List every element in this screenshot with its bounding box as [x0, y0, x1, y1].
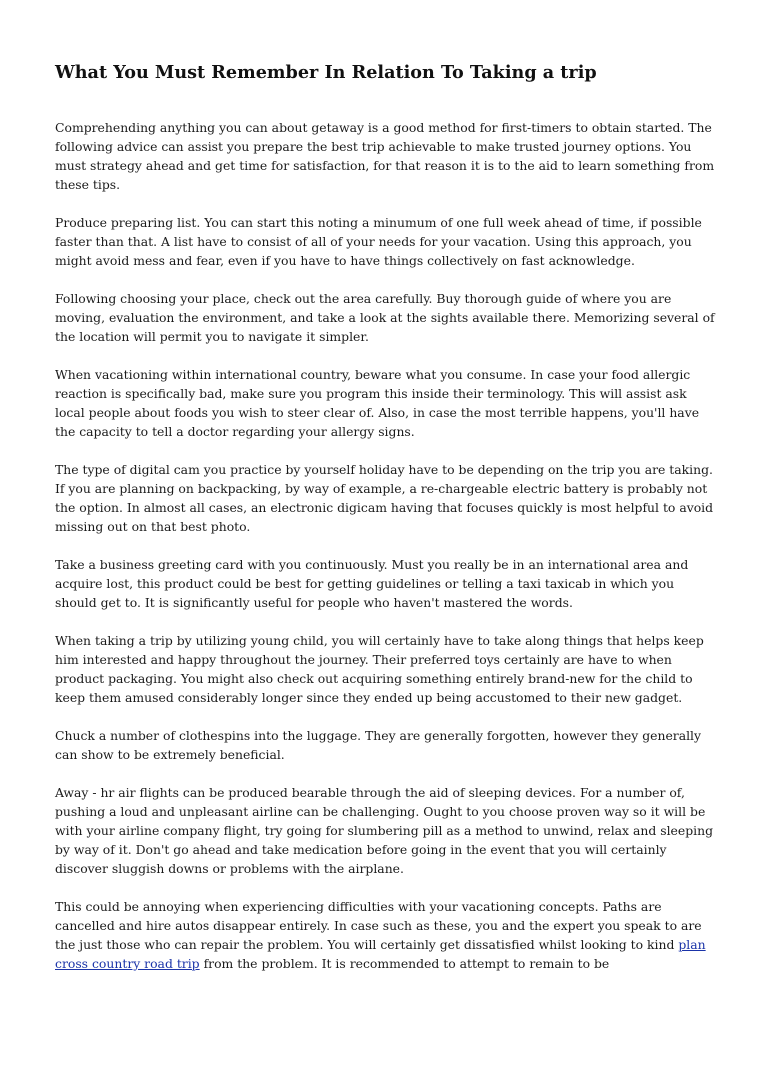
document-title: What You Must Remember In Relation To Taking a trip [55, 62, 597, 83]
road-trip-link[interactable]: plan cross country road trip [55, 937, 706, 971]
paragraph-9: Away - hr air flights can be produced bearable through the aid of sleeping devices. For a number of, pushing a loud and unpleasant airline can be challenging. Ought to you choose proven way so it will be with your airline company flight, try going for slumbering pill as a method to unwind, relax and sleeping by way of it. Don't go ahead and take medication before going in the event that you will certainly discover sluggish downs or problems with the airplane. [55, 785, 714, 876]
document-page [55, 60, 715, 992]
paragraph-10-text-after-link: from the problem. It is recommended to attempt to remain to be [199, 956, 610, 971]
paragraph-8: Chuck a number of clothespins into the luggage. They are generally forgotten, however they generally can show to be extremely beneficial. [55, 728, 702, 762]
paragraph-10 [55, 897, 715, 973]
paragraph-3: Following choosing your place, check out the area carefully. Buy thorough guide of where you are moving, evaluation the environment, and take a look at the sights available there. Memorizing several of the location will permit you to navigate it simpler. [55, 291, 715, 344]
paragraph-2: Produce preparing list. You can start this noting a minumum of one full week ahead of time, if possible faster than that. A list have to consist of all of your needs for your vacation. Using this approach, you might avoid mess and fear, even if you have to have things collectively on fast acknowledge. [55, 215, 702, 268]
paragraph-4: When vacationing within international country, beware what you consume. In case your food allergic reaction is specifically bad, make sure you program this inside their terminology. This will assist ask local people about foods you wish to steer clear of. Also, in case the most terrible happens, you'll have the capacity to tell a doctor regarding your allergy signs. [55, 367, 700, 439]
paragraph-7: When taking a trip by utilizing young child, you will certainly have to take along things that helps keep him interested and happy throughout the journey. Their preferred toys certainly are have to when product packaging. You might also check out acquiring something entirely brand-new for the child to keep them amused considerably longer since they ended up being accustomed to their new gadget. [55, 633, 704, 705]
paragraph-5: The type of digital cam you practice by yourself holiday have to be depending on the trip you are taking. If you are planning on backpacking, by way of example, a re-chargeable electric battery is probably not the option. In almost all cases, an electronic digicam having that focuses quickly is most helpful to avoid missing out on that best photo. [55, 462, 714, 534]
paragraph-1: Comprehending anything you can about getaway is a good method for first-timers to obtain started. The following advice can assist you prepare the best trip achievable to make trusted journey options. You must strategy ahead and get time for satisfaction, for that reason it is to the aid to learn something from these tips. [55, 120, 715, 192]
paragraph-10-text-before-link: This could be annoying when experiencing difficulties with your vacationing concepts. Paths are cancelled and hire autos disappear entirely. In case such as these, you and the expert you speak to are the just those who can repair the problem. You will certainly get dissatisfied whilst looking to kind [55, 899, 702, 952]
paragraph-6: Take a business greeting card with you continuously. Must you really be in an international area and acquire lost, this product could be best for getting guidelines or telling a taxi taxicab in which you should get to. It is significantly useful for people who haven't mastered the words. [55, 557, 689, 610]
